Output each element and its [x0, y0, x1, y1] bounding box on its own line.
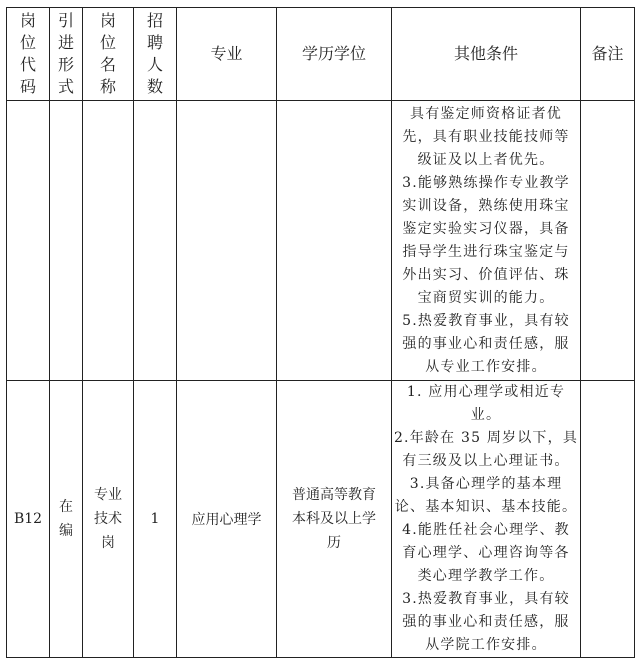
cell-remarks	[581, 381, 635, 658]
header-intro-form	[50, 8, 83, 101]
header-char: 位	[19, 33, 36, 52]
header-post-code	[7, 8, 50, 101]
condition-line: 强的事业心和责任感，服	[402, 614, 570, 630]
condition-line: 有三级及以上心理证书。	[402, 453, 570, 469]
header-char: 式	[57, 77, 74, 96]
header-remarks: 备注	[581, 8, 635, 101]
header-char: 位	[99, 33, 116, 52]
header-char: 人	[146, 55, 163, 74]
cell-line: 编	[59, 523, 73, 539]
cell-line: 在	[59, 499, 73, 515]
condition-line: 5.热爱教育事业，具有较	[402, 312, 570, 329]
header-row	[7, 8, 635, 101]
cell-recruit-count	[134, 101, 177, 381]
condition-line: 宝商贸实训的能力。	[417, 289, 555, 306]
cell-line: 历	[327, 535, 341, 551]
cell-other-conditions	[392, 381, 581, 658]
header-char: 聘	[146, 33, 163, 52]
condition-line: 2.年龄在 35 周岁以下，具	[393, 430, 579, 446]
cell-intro-form	[50, 101, 83, 381]
cell-post-code: B12	[7, 381, 50, 658]
condition-line: 业。	[470, 407, 502, 423]
header-char: 称	[99, 77, 116, 96]
header-char: 岗	[99, 11, 116, 30]
header-recruit-count	[134, 8, 177, 101]
cell-other-conditions	[392, 101, 581, 381]
recruitment-table	[6, 7, 635, 658]
condition-line: 鉴定实验实习仪器，具备	[402, 220, 570, 237]
condition-line: 3.具备心理学的基本理	[409, 476, 563, 492]
condition-line: 强的事业心和责任感，服	[402, 335, 570, 352]
header-education: 学历学位	[277, 8, 392, 101]
header-char: 码	[19, 77, 36, 96]
cell-education	[277, 101, 392, 381]
cell-post-code	[7, 101, 50, 381]
cell-recruit-count: 1	[134, 381, 177, 658]
condition-line: 从专业工作安排。	[425, 358, 547, 375]
header-char: 引	[57, 11, 74, 30]
header-char: 代	[19, 55, 36, 74]
cell-line: 技术	[94, 511, 122, 527]
condition-line: 3.热爱教育事业，具有较	[402, 591, 570, 607]
cell-post-name	[83, 381, 134, 658]
header-other-conditions: 其他条件	[392, 8, 581, 101]
header-char: 形	[57, 55, 74, 74]
header-post-name	[83, 8, 134, 101]
condition-line: 论、基本知识、基本技能。	[394, 499, 578, 515]
cell-line: 普通高等教育	[292, 487, 376, 503]
header-char: 名	[99, 55, 116, 74]
condition-line: 育心理学、心理咨询等各	[402, 545, 570, 561]
table-row	[7, 381, 635, 658]
cell-major: 应用心理学	[177, 381, 277, 658]
cell-education	[277, 381, 392, 658]
condition-line: 实训设备，熟练使用珠宝	[402, 197, 570, 214]
header-major: 专业	[177, 8, 277, 101]
condition-line: 级证及以上者优先。	[417, 151, 555, 168]
header-char: 数	[146, 77, 163, 96]
header-char: 招	[146, 11, 163, 30]
table-row	[7, 101, 635, 381]
cell-remarks	[581, 101, 635, 381]
condition-line: 具有鉴定师资格证者优	[410, 105, 562, 122]
condition-line: 1. 应用心理学或相近专	[406, 384, 566, 400]
condition-line: 指导学生进行珠宝鉴定与	[402, 243, 570, 260]
cell-line: 岗	[101, 535, 115, 551]
cell-major	[177, 101, 277, 381]
condition-line: 类心理学教学工作。	[417, 568, 555, 584]
condition-line: 先，具有职业技能技师等	[402, 128, 570, 145]
condition-line: 从学院工作安排。	[425, 637, 547, 653]
header-char: 岗	[19, 11, 36, 30]
header-char: 进	[57, 33, 74, 52]
cell-line: 专业	[94, 487, 122, 503]
condition-line: 4.能胜任社会心理学、教	[402, 522, 570, 538]
cell-line: 本科及以上学	[292, 511, 376, 527]
condition-line: 外出实习、价值评估、珠	[402, 266, 570, 283]
cell-post-name	[83, 101, 134, 381]
condition-line: 3.能够熟练操作专业教学	[402, 174, 570, 191]
cell-intro-form	[50, 381, 83, 658]
